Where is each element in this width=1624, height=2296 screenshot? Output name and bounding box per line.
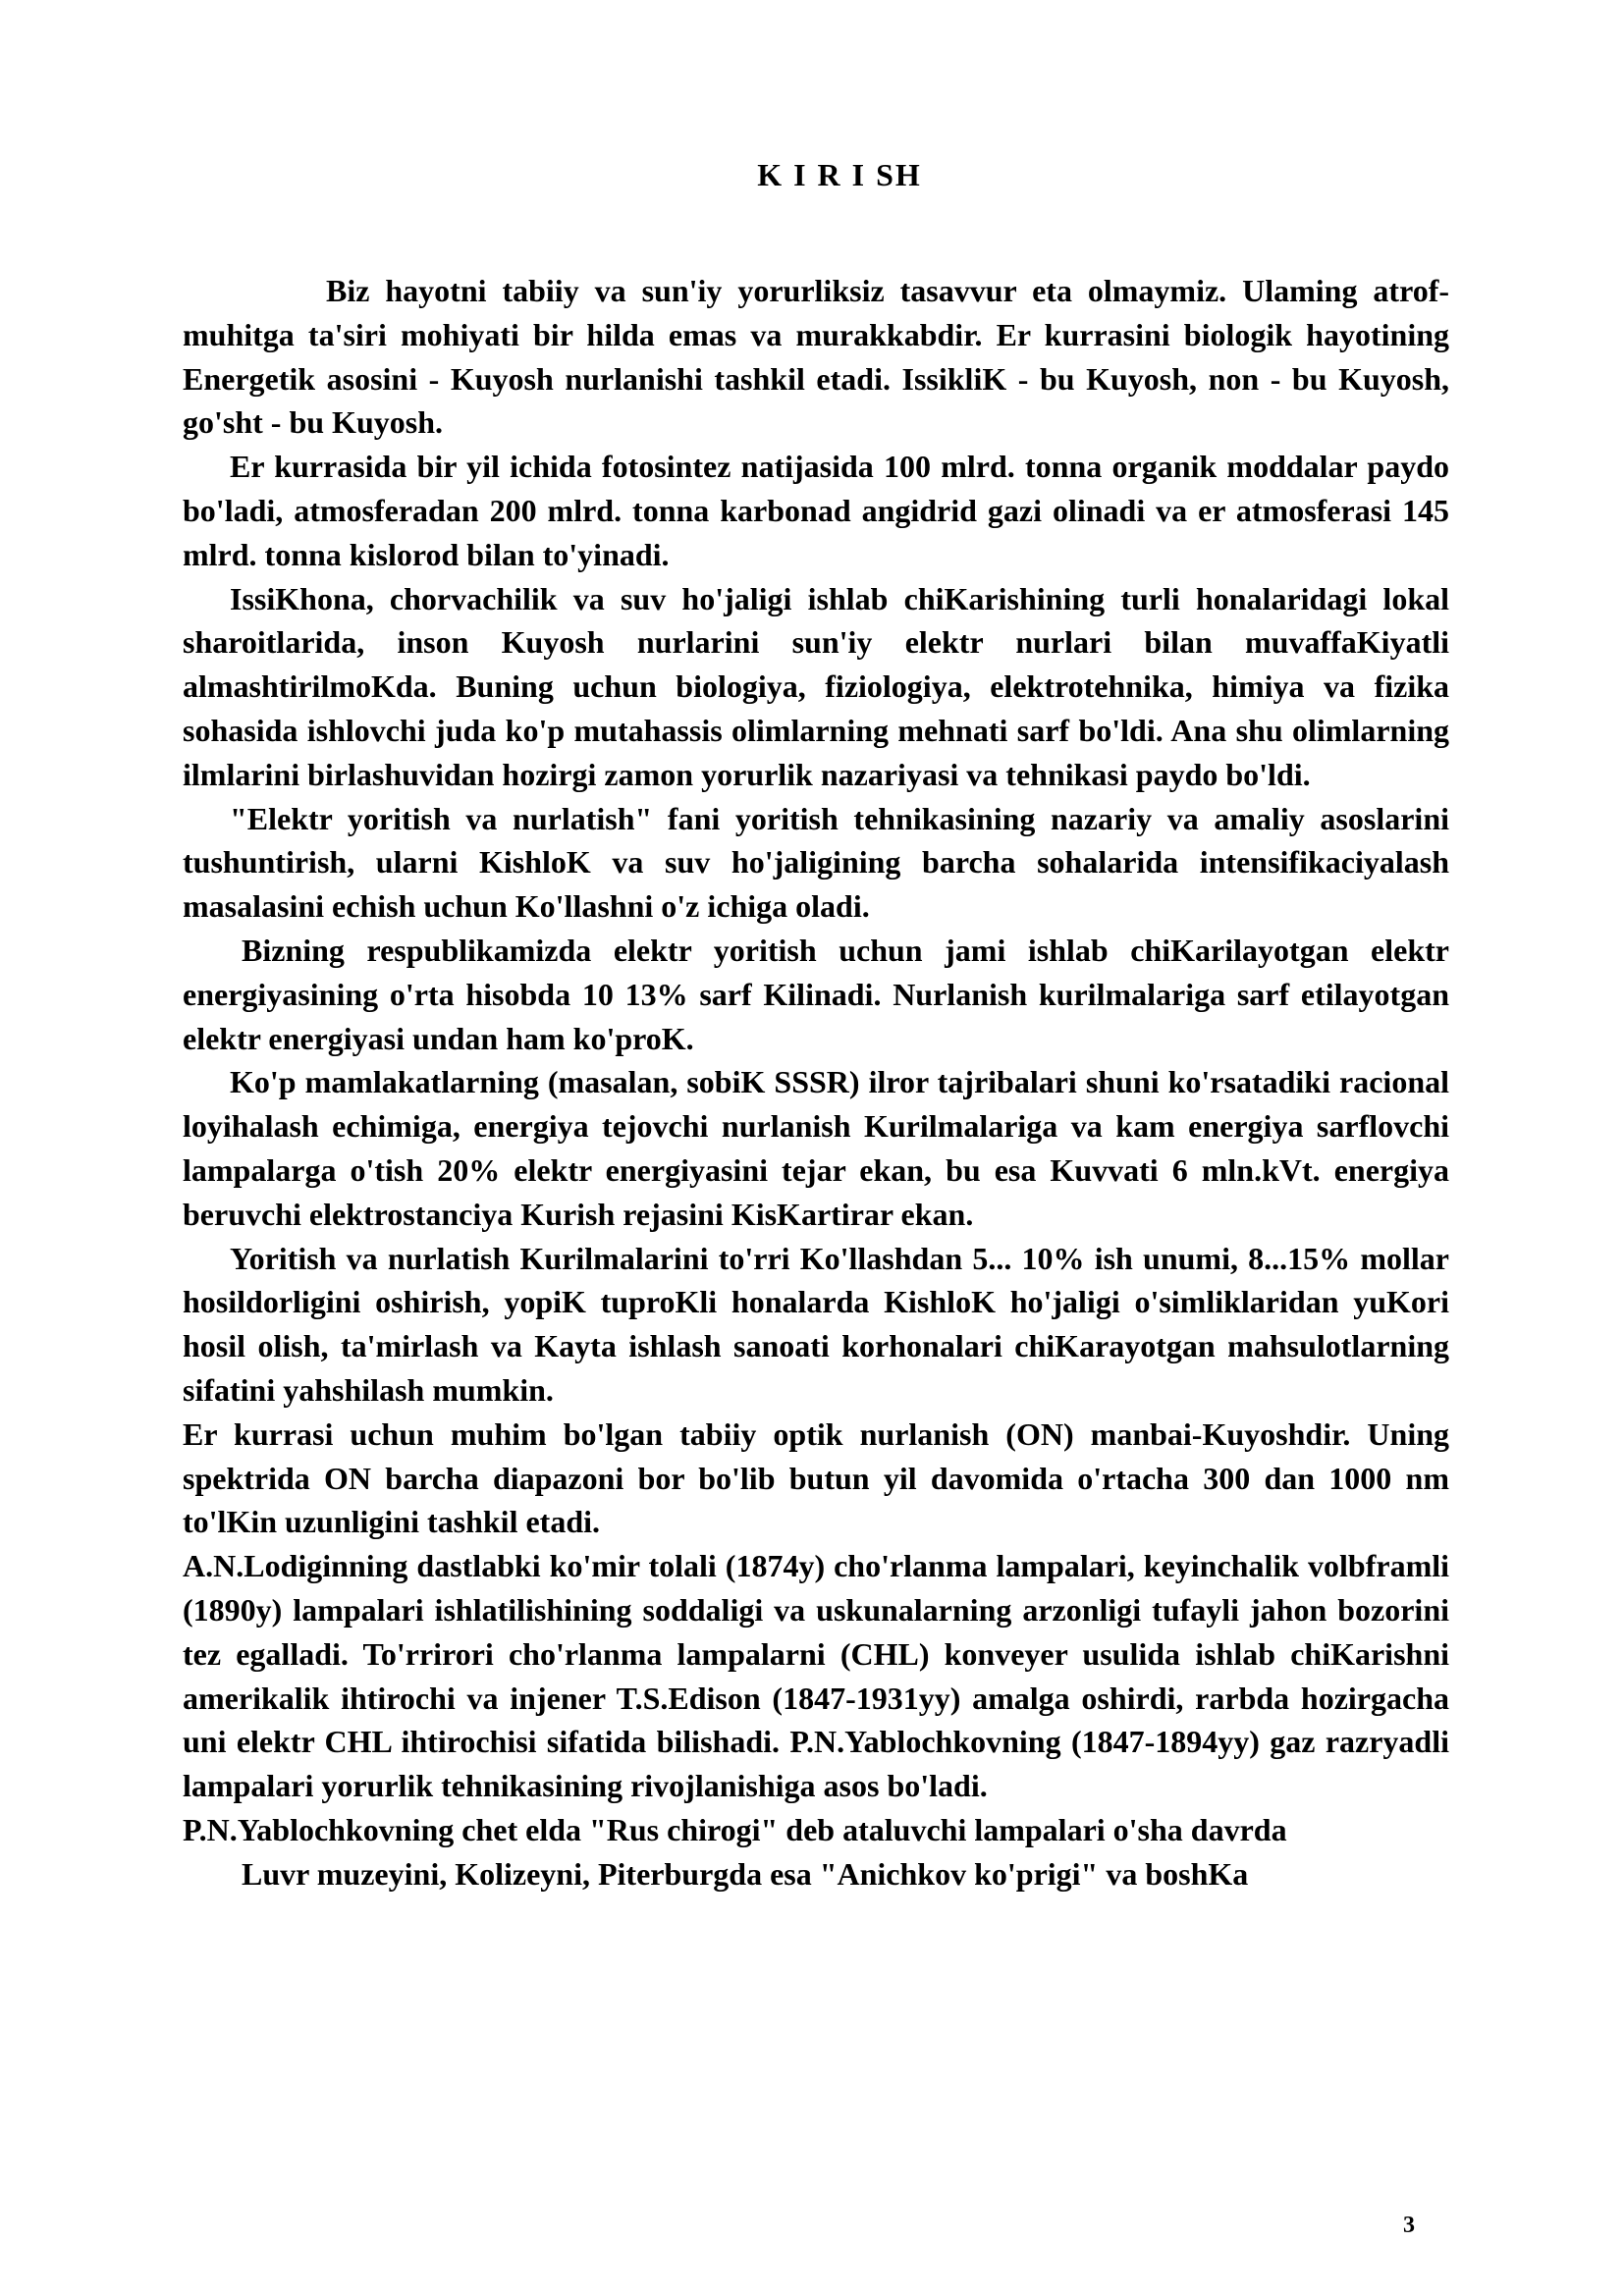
page-number: 3 — [1403, 2213, 1415, 2238]
paragraph-3: IssiKhona, chorvachilik va suv ho'jaligi ishlab chiKarishining turli honalaridagi lokal sharoitlarida, inson Kuyosh nurlarini sun'iy elektr nurlari bilan muvaffaKiyatli almashtirilmoKda. Buning uchun biologiya, fiziologiya, elektrotehnika, himiya va fizika sohasida ishlovchi juda ko'p mutahassis olimlarning mehnati sarf bo'ldi. Ana shu olimlarning ilmlarini birlashuvidan hozirgi zamon yorurlik nazariyasi va tehnikasi paydo bo'ldi. — [183, 580, 1449, 792]
paragraph-6: Ko'p mamlakatlarning (masalan, sobiK SSSR) ilror tajribalari shuni ko'rsatadiki racional loyihalash echimiga, energiya tejovchi nurlanish Kurilmalariga va kam energiya sarflovchi lampalarga o'tish 20% elektr energiyasini tejar ekan, bu esa Kuvvati 6 mln.kVt. energiya beruvchi elektrostanciya Kurish rejasini KisKartirar ekan. — [183, 1064, 1449, 1232]
paragraph-1: Biz hayotni tabiiy va sun'iy yorurliksiz tasavvur eta olmaymiz. Ulaming atrof-muhitga ta'siri mohiyati bir hilda emas va murakkabdir. Er kurrasini biologik hayotining Energetik asosini - Kuyosh nurlanishi tashkil etadi. IssikliK - bu Kuyosh, non - bu Kuyosh, go'sht - bu Kuyosh. — [183, 273, 1449, 441]
page-title: K I R I SH — [757, 157, 922, 192]
paragraph-9: A.N.Lodiginning dastlabki ko'mir tolali (1874y) cho'rlanma lampalari, keyinchalik volbframli (1890y) lampalari ishlatilishining soddaligi va uskunalarning arzonligi tufayli jahon bozorini tez egalladi. To'rrirori cho'rlanma lampalarni (CHL) konveyer usulida ishlab chiKarishni amerikalik ihtirochi va injener T.S.Edison (1847-1931yy) amalga oshirdi, rarbda hozirgacha uni elektr CHL ihtirochisi sifatida bilishadi. P.N.Yablochkovning (1847-1894yy) gaz razryadli lampalari yorurlik tehnikasining rivojlanishiga asos bo'ladi. — [183, 1548, 1449, 1804]
paragraph-4: "Elektr yoritish va nurlatish" fani yoritish tehnikasining nazariy va amaliy asoslarini tushuntirish, ularni KishloK va suv ho'jaligining barcha sohalarida intensifikaciyalash masalasini echish uchun Ko'llashni o'z ichiga oladi. — [183, 800, 1449, 925]
paragraph-10: P.N.Yablochkovning chet elda "Rus chirogi" deb ataluvchi lampalari o'sha davrda — [183, 1811, 1287, 1847]
paragraph-7: Yoritish va nurlatish Kurilmalarini to'rri Ko'llashdan 5... 10% ish unumi, 8...15% mollar hosildorligini oshirish, yopiK tuproKli honalarda KishloK ho'jaligi o'simliklaridan yuKori hosil olish, ta'mirlash va Kayta ishlash sanoati korhonalari chiKarayotgan mahsulotlarning sifatini yahshilash mumkin. — [183, 1240, 1449, 1408]
paragraph-2: Er kurrasida bir yil ichida fotosintez natijasida 100 mlrd. tonna organik moddalar paydo bo'ladi, atmosferadan 200 mlrd. tonna karbonad angidrid gazi olinadi va er atmosferasi 145 mlrd. tonna kislorod bilan to'yinadi. — [183, 449, 1449, 572]
paragraph-5: Bizning respublikamizda elektr yoritish uchun jami ishlab chiKarilayotgan elektr energiyasining o'rta hisobda 10 13% sarf Kilinadi. Nurlanish kurilmalariga sarf etilayotgan elektr energiyasi undan ham ko'proK. — [183, 932, 1449, 1056]
paragraph-8: Er kurrasi uchun muhim bo'lgan tabiiy optik nurlanish (ON) manbai-Kuyoshdir. Uning spektrida ON barcha diapazoni bor bo'lib butun yil davomida o'rtacha 300 dan 1000 nm to'lKin uzunligini tashkil etadi. — [183, 1415, 1449, 1540]
paragraph-11: Luvr muzeyini, Kolizeyni, Piterburgda esa "Anichkov ko'prigi" va boshKa — [242, 1855, 1249, 1892]
document-body — [183, 269, 1449, 1896]
